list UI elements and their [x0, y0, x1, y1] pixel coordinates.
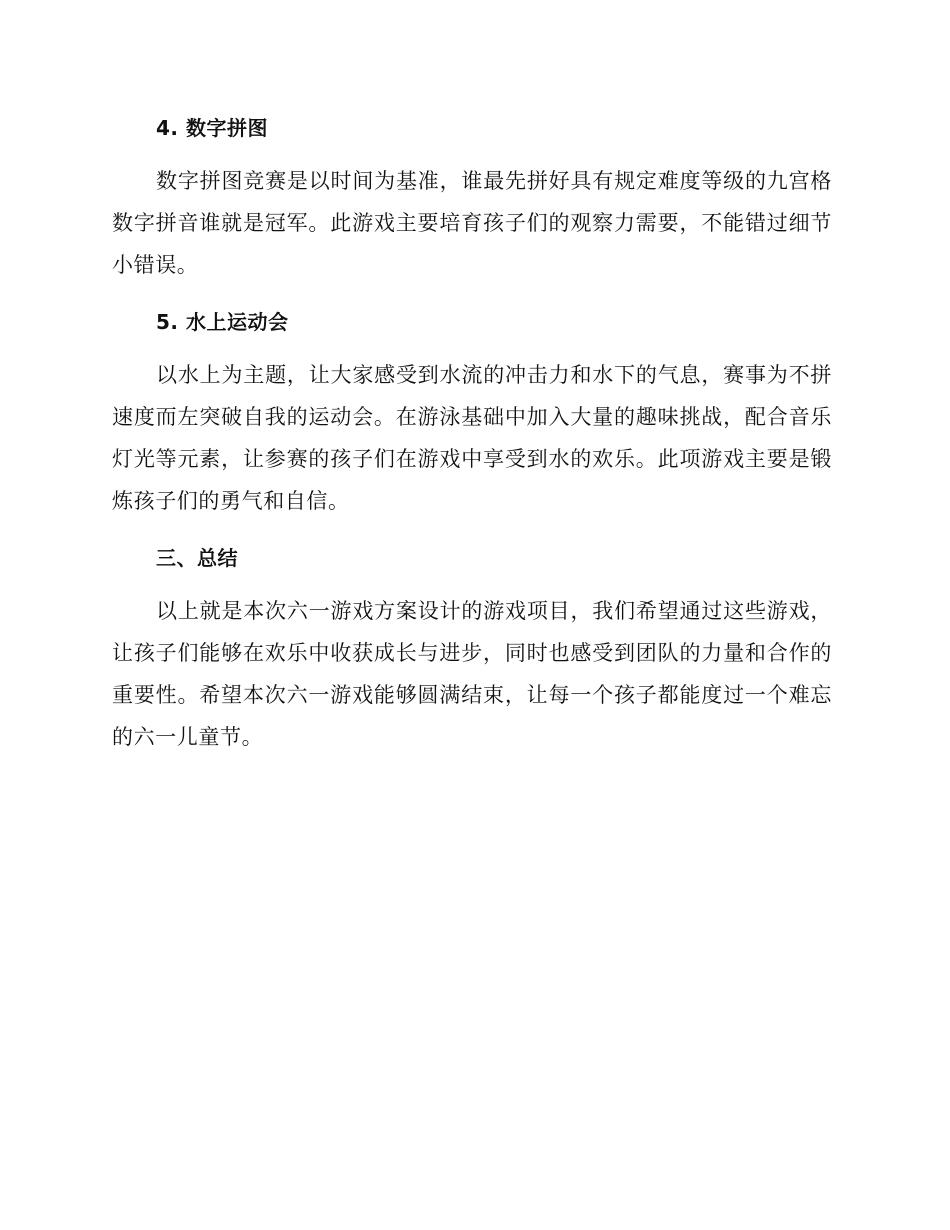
- section-paragraph-number-puzzle: 数字拼图竞赛是以时间为基准，谁最先拼好具有规定难度等级的九宫格数字拼音谁就是冠军。此游戏主要培育孩子们的观察力需要，不能错过细节小错误。: [112, 169, 832, 277]
- document-body: [112, 108, 832, 774]
- section-paragraph-summary: 以上就是本次六一游戏方案设计的游戏项目，我们希望通过这些游戏，让孩子们能够在欢乐中收获成长与进步，同时也感受到团队的力量和合作的重要性。希望本次六一游戏能够圆满结束，让每一个孩子都能度过一个难忘的六一儿童节。: [112, 599, 832, 749]
- section-heading-number-puzzle: 4. 数字拼图: [156, 116, 268, 140]
- section-heading-summary: 三、总结: [156, 546, 238, 570]
- section-paragraph-water-sports: 以水上为主题，让大家感受到水流的冲击力和水下的气息，赛事为不拼速度而左突破自我的运动会。在游泳基础中加入大量的趣味挑战，配合音乐灯光等元素，让参赛的孩子们在游戏中享受到水的欢乐。此项游戏主要是锻炼孩子们的勇气和自信。: [112, 363, 832, 513]
- section-heading-water-sports: 5. 水上运动会: [156, 310, 289, 334]
